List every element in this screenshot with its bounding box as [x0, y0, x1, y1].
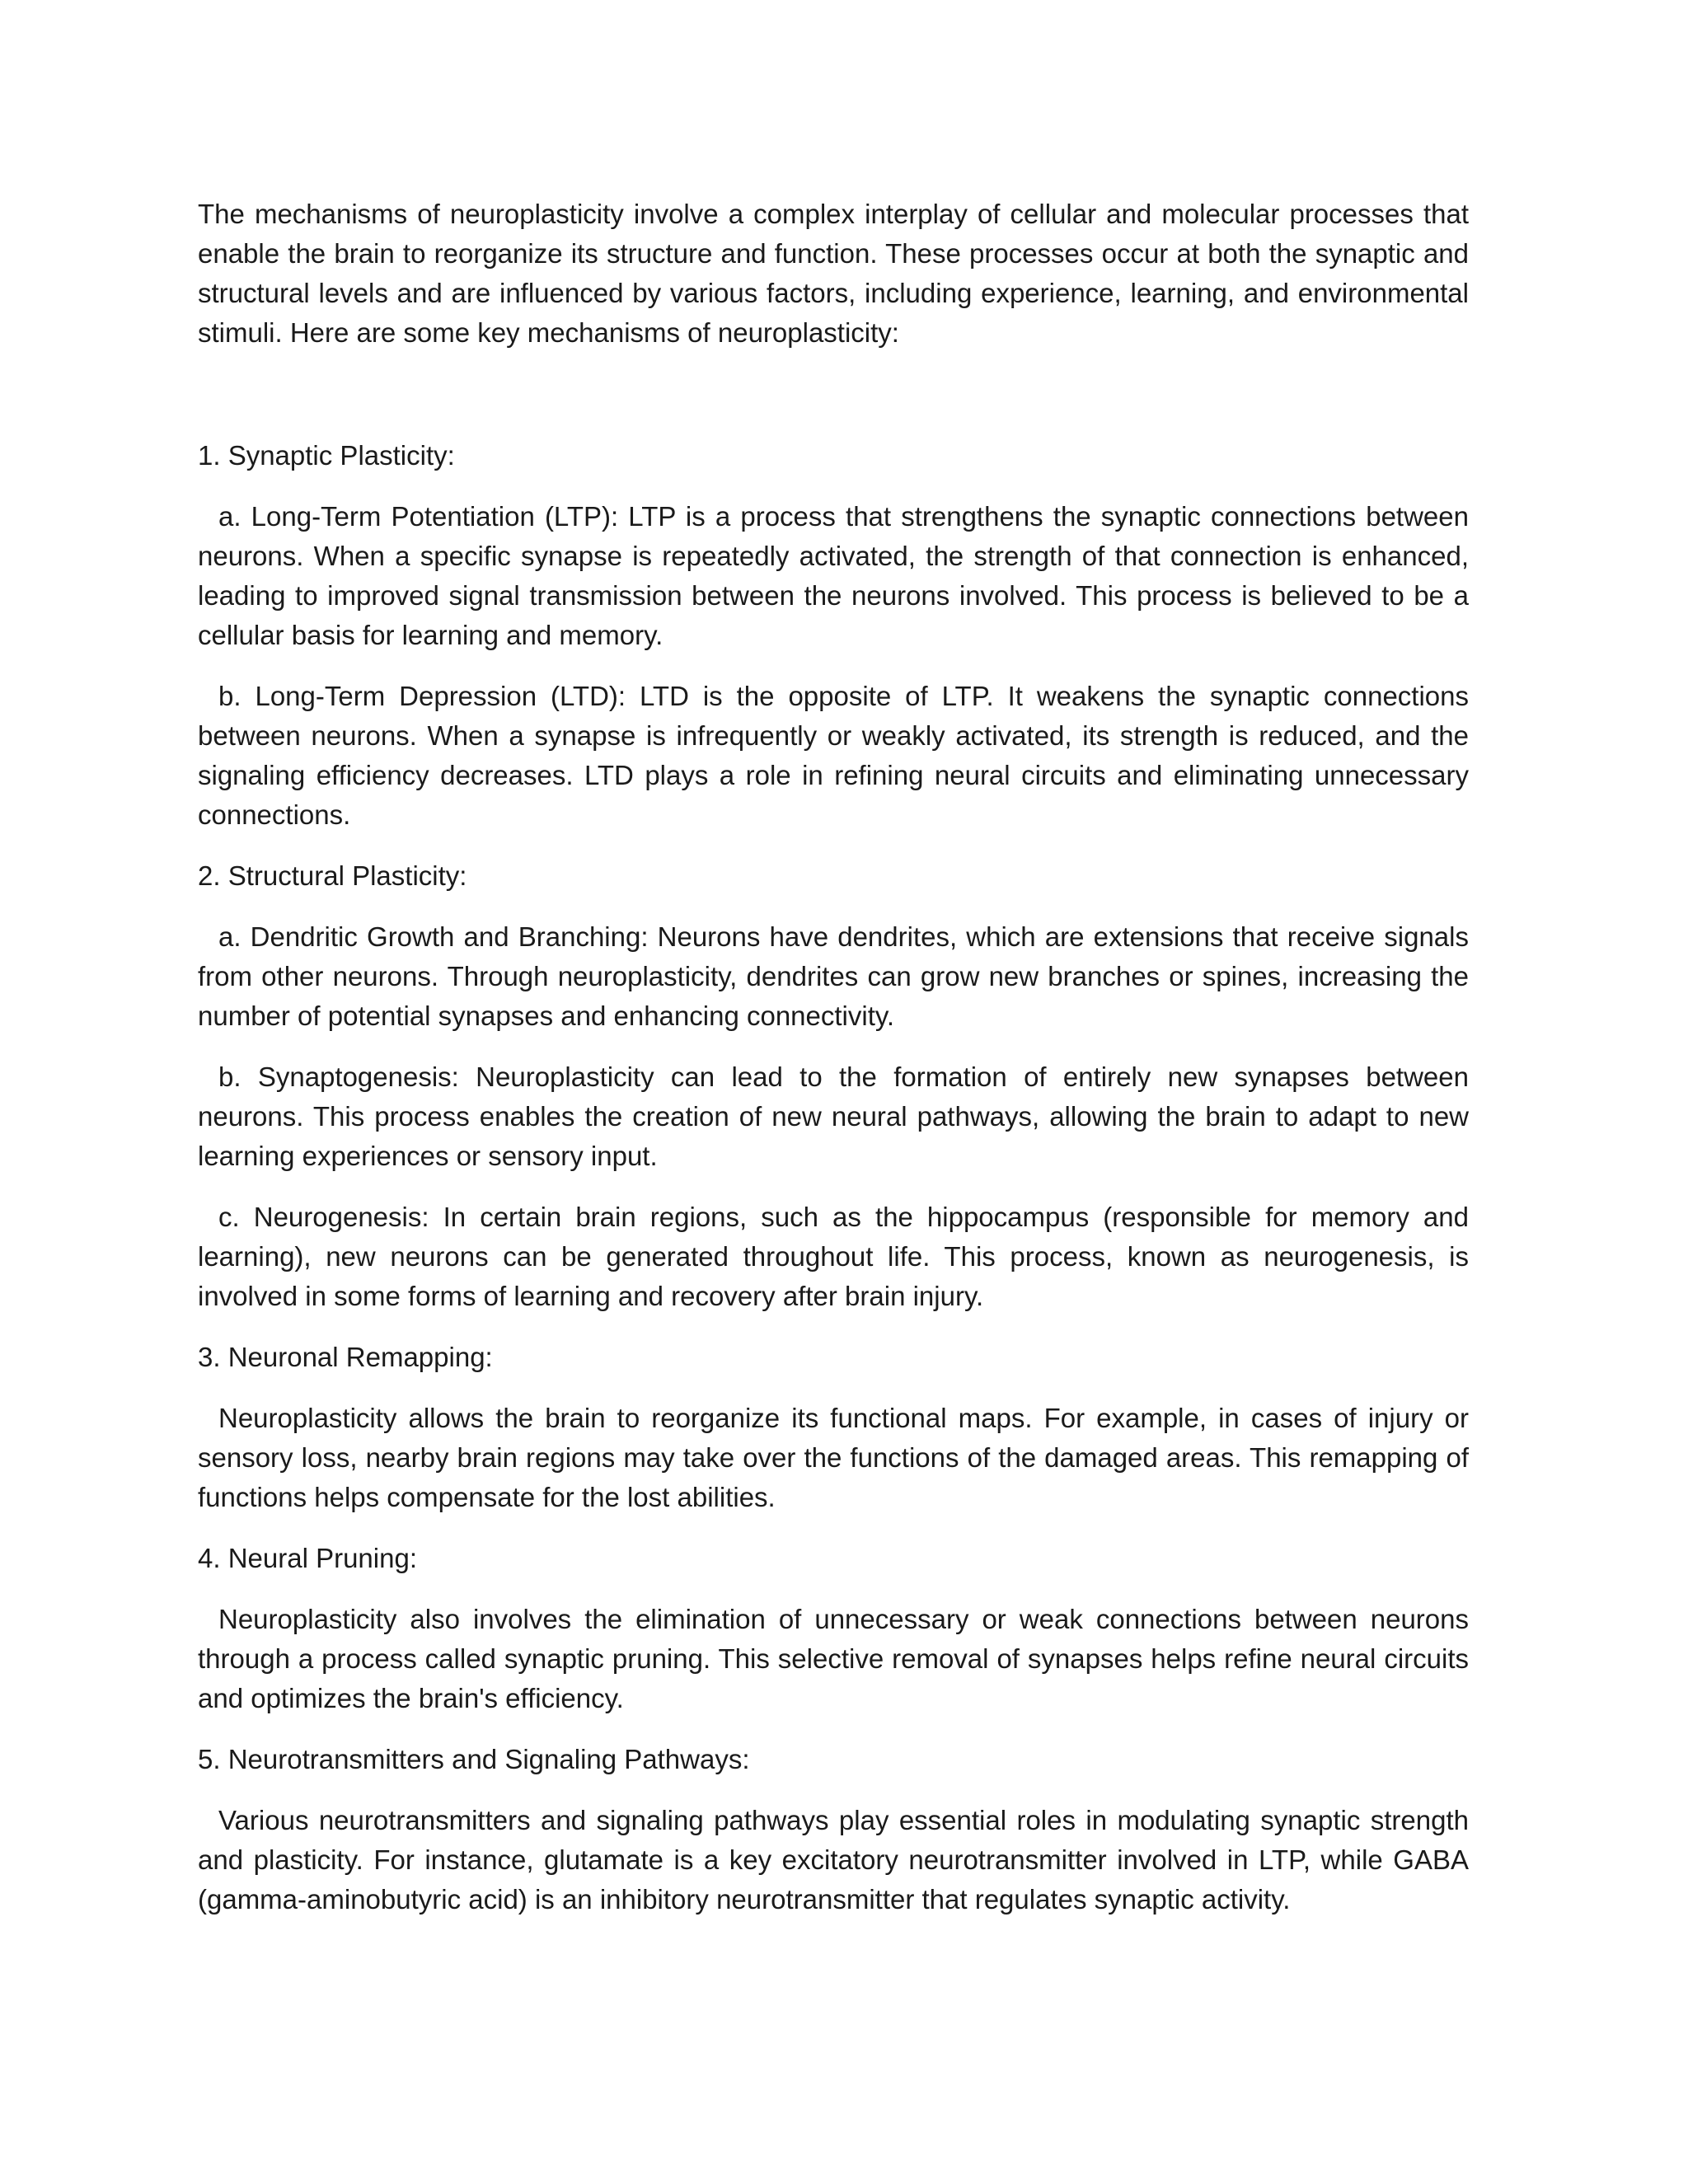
- section-neuronal-remapping: [198, 1338, 1469, 1517]
- section-structural-plasticity: [198, 856, 1469, 1316]
- paragraph-ltp: a. Long-Term Potentiation (LTP): LTP is a process that strengthens the synaptic connections between neurons. When a specific synapse is repeatedly activated, the strength of that connection is enhanced, leading to improved signal transmission between the neurons involved. This process is believed to be a cellular basis for learning and memory.: [198, 501, 1469, 650]
- paragraph-dendritic-growth: a. Dendritic Growth and Branching: Neurons have dendrites, which are extensions that receive signals from other neurons. Through neuroplasticity, dendrites can grow new branches or spines, increasing the number of potential synapses and enhancing connectivity.: [198, 921, 1469, 1031]
- section-heading: 1. Synaptic Plasticity:: [198, 440, 455, 471]
- section-neural-pruning: [198, 1539, 1469, 1718]
- section-heading: 4. Neural Pruning:: [198, 1543, 417, 1573]
- paragraph-remapping: Neuroplasticity allows the brain to reorganize its functional maps. For example, in cases of injury or sensory loss, nearby brain regions may take over the functions of the damaged areas. This remapping of functions helps compensate for the lost abilities.: [198, 1403, 1469, 1512]
- paragraph-synaptogenesis: b. Synaptogenesis: Neuroplasticity can lead to the formation of entirely new synapses between neurons. This process enables the creation of new neural pathways, allowing the brain to adapt to new learning experiences or sensory input.: [198, 1062, 1469, 1171]
- paragraph-pruning: Neuroplasticity also involves the elimination of unnecessary or weak connections between neurons through a process called synaptic pruning. This selective removal of synapses helps refine neural circuits and optimizes the brain's efficiency.: [198, 1604, 1469, 1713]
- section-heading: 2. Structural Plasticity:: [198, 860, 467, 891]
- document-page: [198, 194, 1469, 1941]
- intro-paragraph: The mechanisms of neuroplasticity involve a complex interplay of cellular and molecular processes that enable the brain to reorganize its structure and function. These processes occur at both the synaptic and structural levels and are influenced by various factors, including experience, learning, and environmental stimuli. Here are some key mechanisms of neuroplasticity:: [198, 199, 1469, 348]
- paragraph-neurotransmitters: Various neurotransmitters and signaling pathways play essential roles in modulating synaptic strength and plasticity. For instance, glutamate is a key excitatory neurotransmitter involved in LTP, while GABA (gamma-aminobutyric acid) is an inhibitory neurotransmitter that regulates synaptic activity.: [198, 1805, 1469, 1915]
- paragraph-neurogenesis: c. Neurogenesis: In certain brain regions, such as the hippocampus (responsible for memory and learning), new neurons can be generated throughout life. This process, known as neurogenesis, is involved in some forms of learning and recovery after brain injury.: [198, 1202, 1469, 1311]
- section-heading: 3. Neuronal Remapping:: [198, 1342, 493, 1372]
- section-neurotransmitters: [198, 1740, 1469, 1919]
- section-synaptic-plasticity: [198, 436, 1469, 835]
- paragraph-ltd: b. Long-Term Depression (LTD): LTD is the opposite of LTP. It weakens the synaptic connections between neurons. When a synapse is infrequently or weakly activated, its strength is reduced, and the signaling efficiency decreases. LTD plays a role in refining neural circuits and eliminating unnecessary connections.: [198, 681, 1469, 830]
- section-heading: 5. Neurotransmitters and Signaling Pathways:: [198, 1744, 750, 1774]
